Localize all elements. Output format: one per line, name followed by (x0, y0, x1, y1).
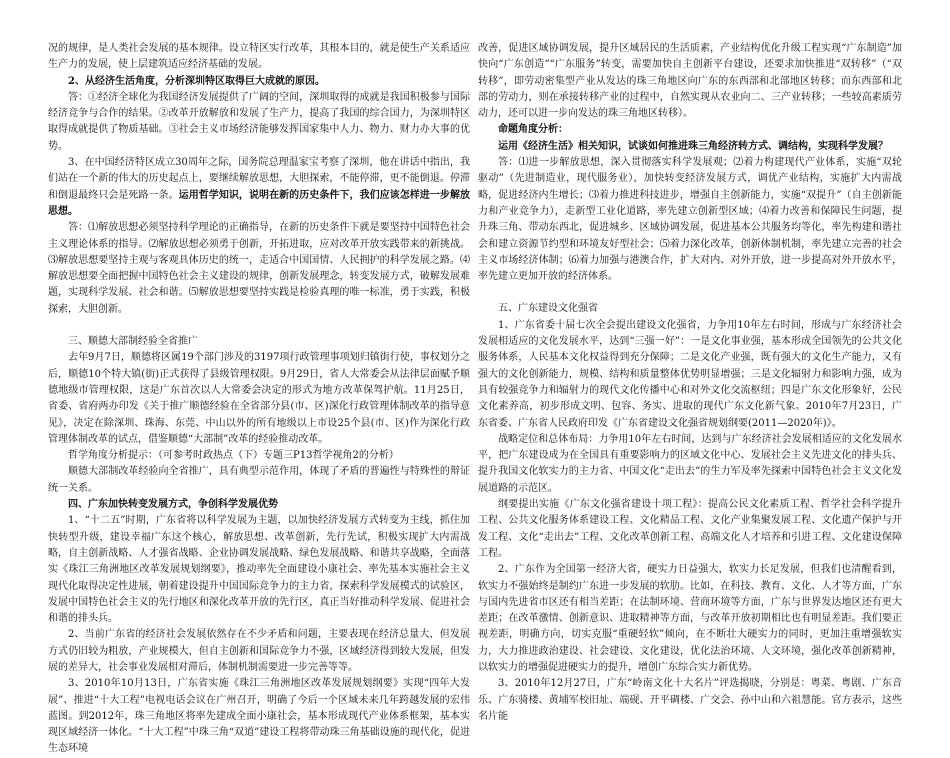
question-paragraph (48, 155, 470, 220)
paragraph: 2、当前广东省的经济社会发展依然存在不少矛盾和问题，主要表现在经济总量大，但发展方式仍旧较为粗放，产业规模大，但自主创新和国际竞争力不强，区域经济得到较大发展，但发展的差异大，社会事业发展相对滞后，体制机制需要进一步完善等等。 (48, 629, 470, 673)
question-heading: 2、从经济生活角度，分析深圳特区取得巨大成就的原因。 (68, 75, 325, 87)
question-bold: 运用哲学知识，说明在新的历史条件下，我们应该怎样进一步解放思想。 (48, 189, 471, 217)
answer-paragraph: 答：⑴解放思想必须坚持科学理论的正确指导，在新的历史条件下就是要坚持中国特色社会主义理论体系的指导。⑵解放思想必须勇于创新，开拓进取，应对改革开放实践带来的新挑战。⑶解放思想要坚持主观与客观具体历史的统一，走适合中国国情、人民拥护的科学发展之路。⑷解放思想要全面把握中国特色社会主义建设的规律，创新发展理念，转变发展方式，破解发展难题，实现科学发展、社会和谐。⑸解放思想要坚持实践是检验真理的唯一标准，勇于实践，积极探索，大胆创新。 (48, 222, 470, 315)
question-text: 3、在中国经济特区成立30周年之际，国务院总理温家宝考察了深圳，他在讲话中指出，我们站在一个新的伟大的历史起点上，要继续解放思想，大胆探索，不能停滞，更不能倒退。停滞和倒退最终只会是死路一条。 (48, 157, 470, 201)
question-heading: 运用《经济生活》相关知识，试谈如何推进珠三角经济转方式、调结构，实现科学发展？ (498, 140, 888, 152)
paragraph: 纲要提出实施《广东文化强省建设十项工程》：提高公民文化素质工程、哲学社会科学提升工程、公共文化服务体系建设工程、文化精品工程、文化产业集聚发展工程、文化遗产保护与开发工程、文化“走出去”工程、文化改革创新工程、高端文化人才培养和引进工程、文化建设保障工程。 (478, 499, 902, 559)
paragraph: 况的规律，是人类社会发展的基本规律。设立特区实行改革，其根本目的，就是使生产关系适应生产力的发展，使上层建筑适应经济基础的发展。 (48, 43, 470, 71)
section-heading: 五、广东建设文化强省 (498, 303, 598, 315)
paragraph: 3、2010年10月13日，广东省实施《珠江三角洲地区改革发展规划纲要》实现“四年大发展”、推进“十大工程”电视电话会议在广州召开，明确了今后一个区域未来几年跨越发展的宏伟蓝图。到2012年，珠三角地区将率先建成全面小康社会，基本形成现代产业体系框架，基本实现区域经济一体化。“十大工程”中珠三角“双道”建设工程将带动珠三角基础设施的现代化，促进生态环境 (48, 678, 470, 755)
paragraph: 2、广东作为全国第一经济大省，硬实力日益强大，软实力长足发展，但我们也清醒看到，软实力不强始终是制约广东进一步发展的软肋。比如，在科技、教育、文化、人才等方面，广东与国内先进省市区还有相当差距；在法制环境、营商环境等方面，广东与世界发达地区还有更大差距；在改革激情、创新意识、进取精神等方面，与改革开放初期相比也有明显差距。我们要正视差距，明确方向，切实克服“重硬轻软”倾向，在不断壮大硬实力的同时，更加注重增强软实力，大力推进政治建设、社会建设、文化建设，优化法治环境、人文环境，强化改革创新精神，以软实力的增强促进硬实力的提升，增创广东综合实力新优势。 (478, 564, 902, 673)
section-heading: 三、顺德大部制经验全省推广 (68, 336, 198, 348)
answer-paragraph: 答：①经济全球化为我国经济发展提供了广阔的空间，深圳取得的成就是我国积极参与国际经济竞争与合作的结果。②改革开放解放和发展了生产力，提高了我国的综合国力，为深圳特区取得成就提供了物质基础。③社会主义市场经济能够发挥国家集中人力、物力、财力办大事的优势。 (48, 91, 470, 152)
paragraph: 改善，促进区域协调发展，提升区域居民的生活质素，产业结构优化升级工程实现“广东制造”加快向“广东创造”“广东服务”转变，需要加快自主创新平台建设，还要求加快推进“双转移”（“双转移”，即劳动密集型产业从发达的珠三角地区向广东的东西部和北部地区转移；而东西部和北部的劳动力，则在承接转移产业的过程中，自然实现从农业向二、三产业转移；一些较高素质劳动力，还可以进一步向发达的珠三角地区转移）。 (478, 43, 902, 120)
paragraph: 战略定位和总体布局：力争用10年左右时间，达到与广东经济社会发展相适应的文化发展水平，把广东建设成为在全国具有重要影响力的区域文化中心、发展社会主义先进文化的排头兵、提升我国文化软实力的主力省、中国文化“走出去”的生力军及率先探索中国特色社会主义文化发展道路的示范区。 (478, 433, 902, 494)
analysis-heading: 命题角度分析： (498, 124, 568, 136)
right-column (478, 41, 902, 725)
paragraph: 1、“十二五”时期，广东省将以科学发展为主题，以加快经济发展方式转变为主线，抓住加快转型升级，建设幸福广东这个核心，解放思想、改革创新，先行先试，积极实现扩大内需战略，自主创新战略、人才强省战略、企业协调发展战略、绿色发展战略、和谐共享战略，全面落实《珠江三角洲地区改革发展规划纲要》，推动率先全面建设小康社会、率先基本实施社会主义现代化取得决定性进展，朝着建设提升中国国际竞争力的主力省，探索科学发展模式的试验区，发展中国特色社会主义的先行地区和深化改革开放的先行区，真正当好推动科学发展、促进社会和谐的排头兵。 (48, 515, 470, 625)
hint-paragraph: 哲学角度分析提示：（可参考时政热点（下）专题三P13哲学视角2的分析） (68, 450, 399, 462)
answer-paragraph: 答：⑴进一步解放思想，深入贯彻落实科学发展观；⑵着力构建现代产业体系，实施“双轮驱动”（先进制造业，现代服务业），加快转变经济发展方式，调优产业结构，实施扩大内需战略，促进经济内生增长；⑶着力推进科技进步，增强自主创新能力，实施“双提升”（自主创新能力和产业竞争力），走新型工业化道路，率先建立创新型区域；⑷着力改善和保障民生问题，提升珠三角、带动东西北，促进城乡、区域协调发展，促进基本公共服务均等化，率先构建和谐社会和建立资源节约型和环境友好型社会；⑸着力深化改革，创新体制机制，率先建立完善的社会主义市场经济体制；⑹着力加强与港澳合作，扩大对内、对外开放，进一步提高对外开放水平，率先建立更加开放的经济体系。 (478, 157, 902, 283)
section-heading: 四、广东加快转变发展方式，争创科学发展优势 (68, 499, 278, 511)
paragraph: 1、广东省委十届七次全会提出建设文化强省，力争用10年左右时间，形成与广东经济社会发展相适应的文化发展水平，达到“三强一好”：一是文化事业强，基本形成全国领先的公共文化服务体系，人民基本文化权益得到充分保障；二是文化产业强，既有强大的文化生产能力，又有强大的文化创新能力，规模、结构和质量整体优势明显增强；三是文化辐射力和影响力强，成为具有较强竞争力和辐射力的现代文化传播中心和对外文化交流枢纽；四是广东文化形象好，公民文化素养高，初步形成文明、包容、务实、进取的现代广东文化新气象。2010年7月23日，广东省委、广东省人民政府印发《广东省建设文化强省规划纲要(2011—2020年)》。 (478, 319, 902, 429)
paragraph: 顺德大部制改革经验向全省推广，具有典型示范作用，体现了矛盾的普遍性与特殊性的辩证统一关系。 (48, 466, 470, 494)
left-column (48, 41, 470, 758)
blank-line (478, 285, 902, 301)
paragraph: 去年9月7日，顺德将区属19个部门涉及的3197项行政管理事项划归镇街行使，事权划分之后，顺德10个特大镇(街)正式获得了县级管理权限。9月29日，省人大常委会从法律层面赋予顺德地级市管理权限，这是广东首次以人大常委会决定的形式为地方改革保驾护航。11月25日，省委、省府两办印发《关于推广顺德经验在全省部分县(市、区)深化行政管理体制改革的指导意见》，决定在除深圳、珠海、东莞、中山以外的所有地级以上市设25个县(市、区)作为深化行政管理体制改革的试点，借鉴顺德“大部制”改革的经验推动改革。 (48, 352, 470, 445)
blank-line (48, 318, 470, 334)
paragraph: 3、2010年12月27日，广东“岭南文化十大名片”评选揭晓，分别是：粤菜、粤剧、广东音乐、广东骑楼、黄埔军校旧址、端砚、开平碉楼、广交会、孙中山和六祖慧能。官方表示，这些名片能 (478, 678, 902, 722)
